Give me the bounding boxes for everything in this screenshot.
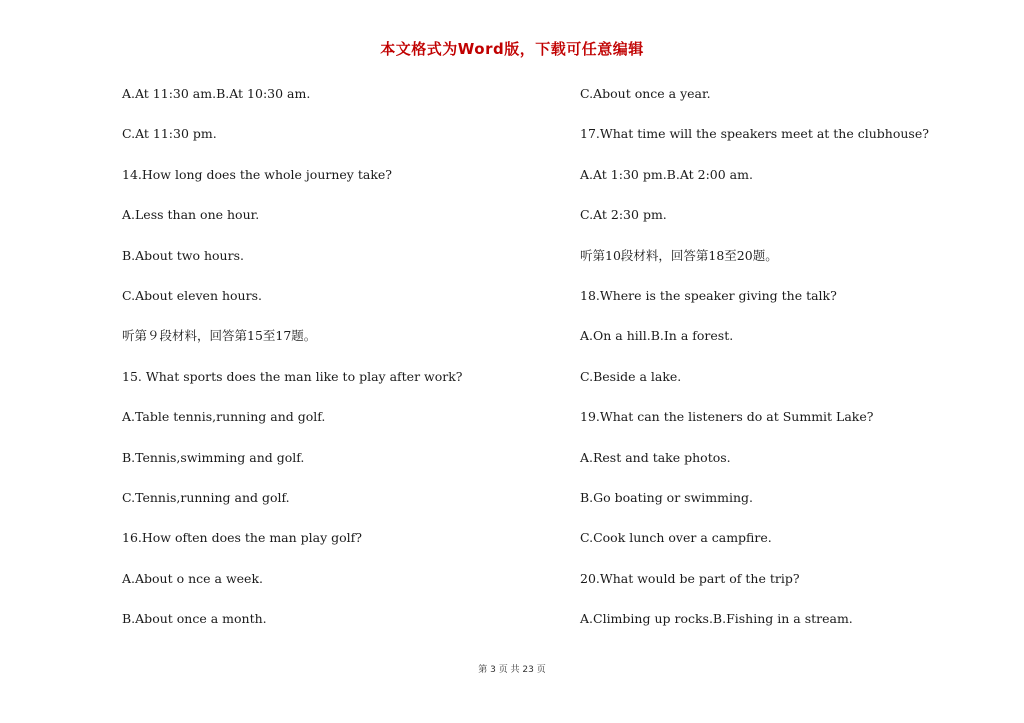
option-line: C.At 2:30 pm. xyxy=(580,207,667,223)
page-number: 第 3 页 共 23 页 xyxy=(478,665,546,675)
option-line: A.Less than one hour. xyxy=(122,207,260,223)
question-line: 20.What would be part of the trip? xyxy=(580,570,800,586)
question-line: 17.What time will the speakers meet at the clubhouse? xyxy=(580,126,929,142)
option-line: A.Table tennis,running and golf. xyxy=(122,409,326,425)
option-line: C.Beside a lake. xyxy=(580,368,682,384)
option-line: C.About eleven hours. xyxy=(122,287,262,303)
question-line: 14.How long does the whole journey take? xyxy=(122,166,392,182)
option-line: B.Go boating or swimming. xyxy=(580,489,753,505)
right-column xyxy=(580,85,1000,650)
option-line: C.About once a year. xyxy=(580,86,711,101)
option-line: C.Tennis,running and golf. xyxy=(122,489,290,505)
page-header-title: 本文格式为Word版，下载可任意编辑 xyxy=(380,40,644,58)
option-line: A.About o nce a week. xyxy=(122,570,263,586)
option-line: B.About once a month. xyxy=(122,611,267,627)
option-line: A.Rest and take photos. xyxy=(580,449,731,465)
question-line: 15. What sports does the man like to play after work? xyxy=(122,368,463,384)
option-line: B.About two hours. xyxy=(122,247,244,263)
text-line: A.At 11:30 am.B.At 10:30 am. xyxy=(122,86,311,101)
option-line: A.Climbing up rocks.B.Fishing in a stream. xyxy=(580,611,853,627)
question-line: 18.Where is the speaker giving the talk? xyxy=(580,287,837,303)
question-line: 19.What can the listeners do at Summit Lake? xyxy=(580,409,874,425)
section-instruction: 听第９段材料，回答第15至17题。 xyxy=(122,328,317,344)
section-instruction: 听第10段材料，回答第18至20题。 xyxy=(580,247,778,263)
question-line: 16.How often does the man play golf? xyxy=(122,530,363,546)
option-line: A.At 1:30 pm.B.At 2:00 am. xyxy=(580,166,753,182)
left-column xyxy=(122,85,562,650)
option-line: C.Cook lunch over a campfire. xyxy=(580,530,772,546)
option-line: A.On a hill.B.In a forest. xyxy=(580,328,734,344)
text-line: C.At 11:30 pm. xyxy=(122,126,217,142)
option-line: B.Tennis,swimming and golf. xyxy=(122,449,305,465)
